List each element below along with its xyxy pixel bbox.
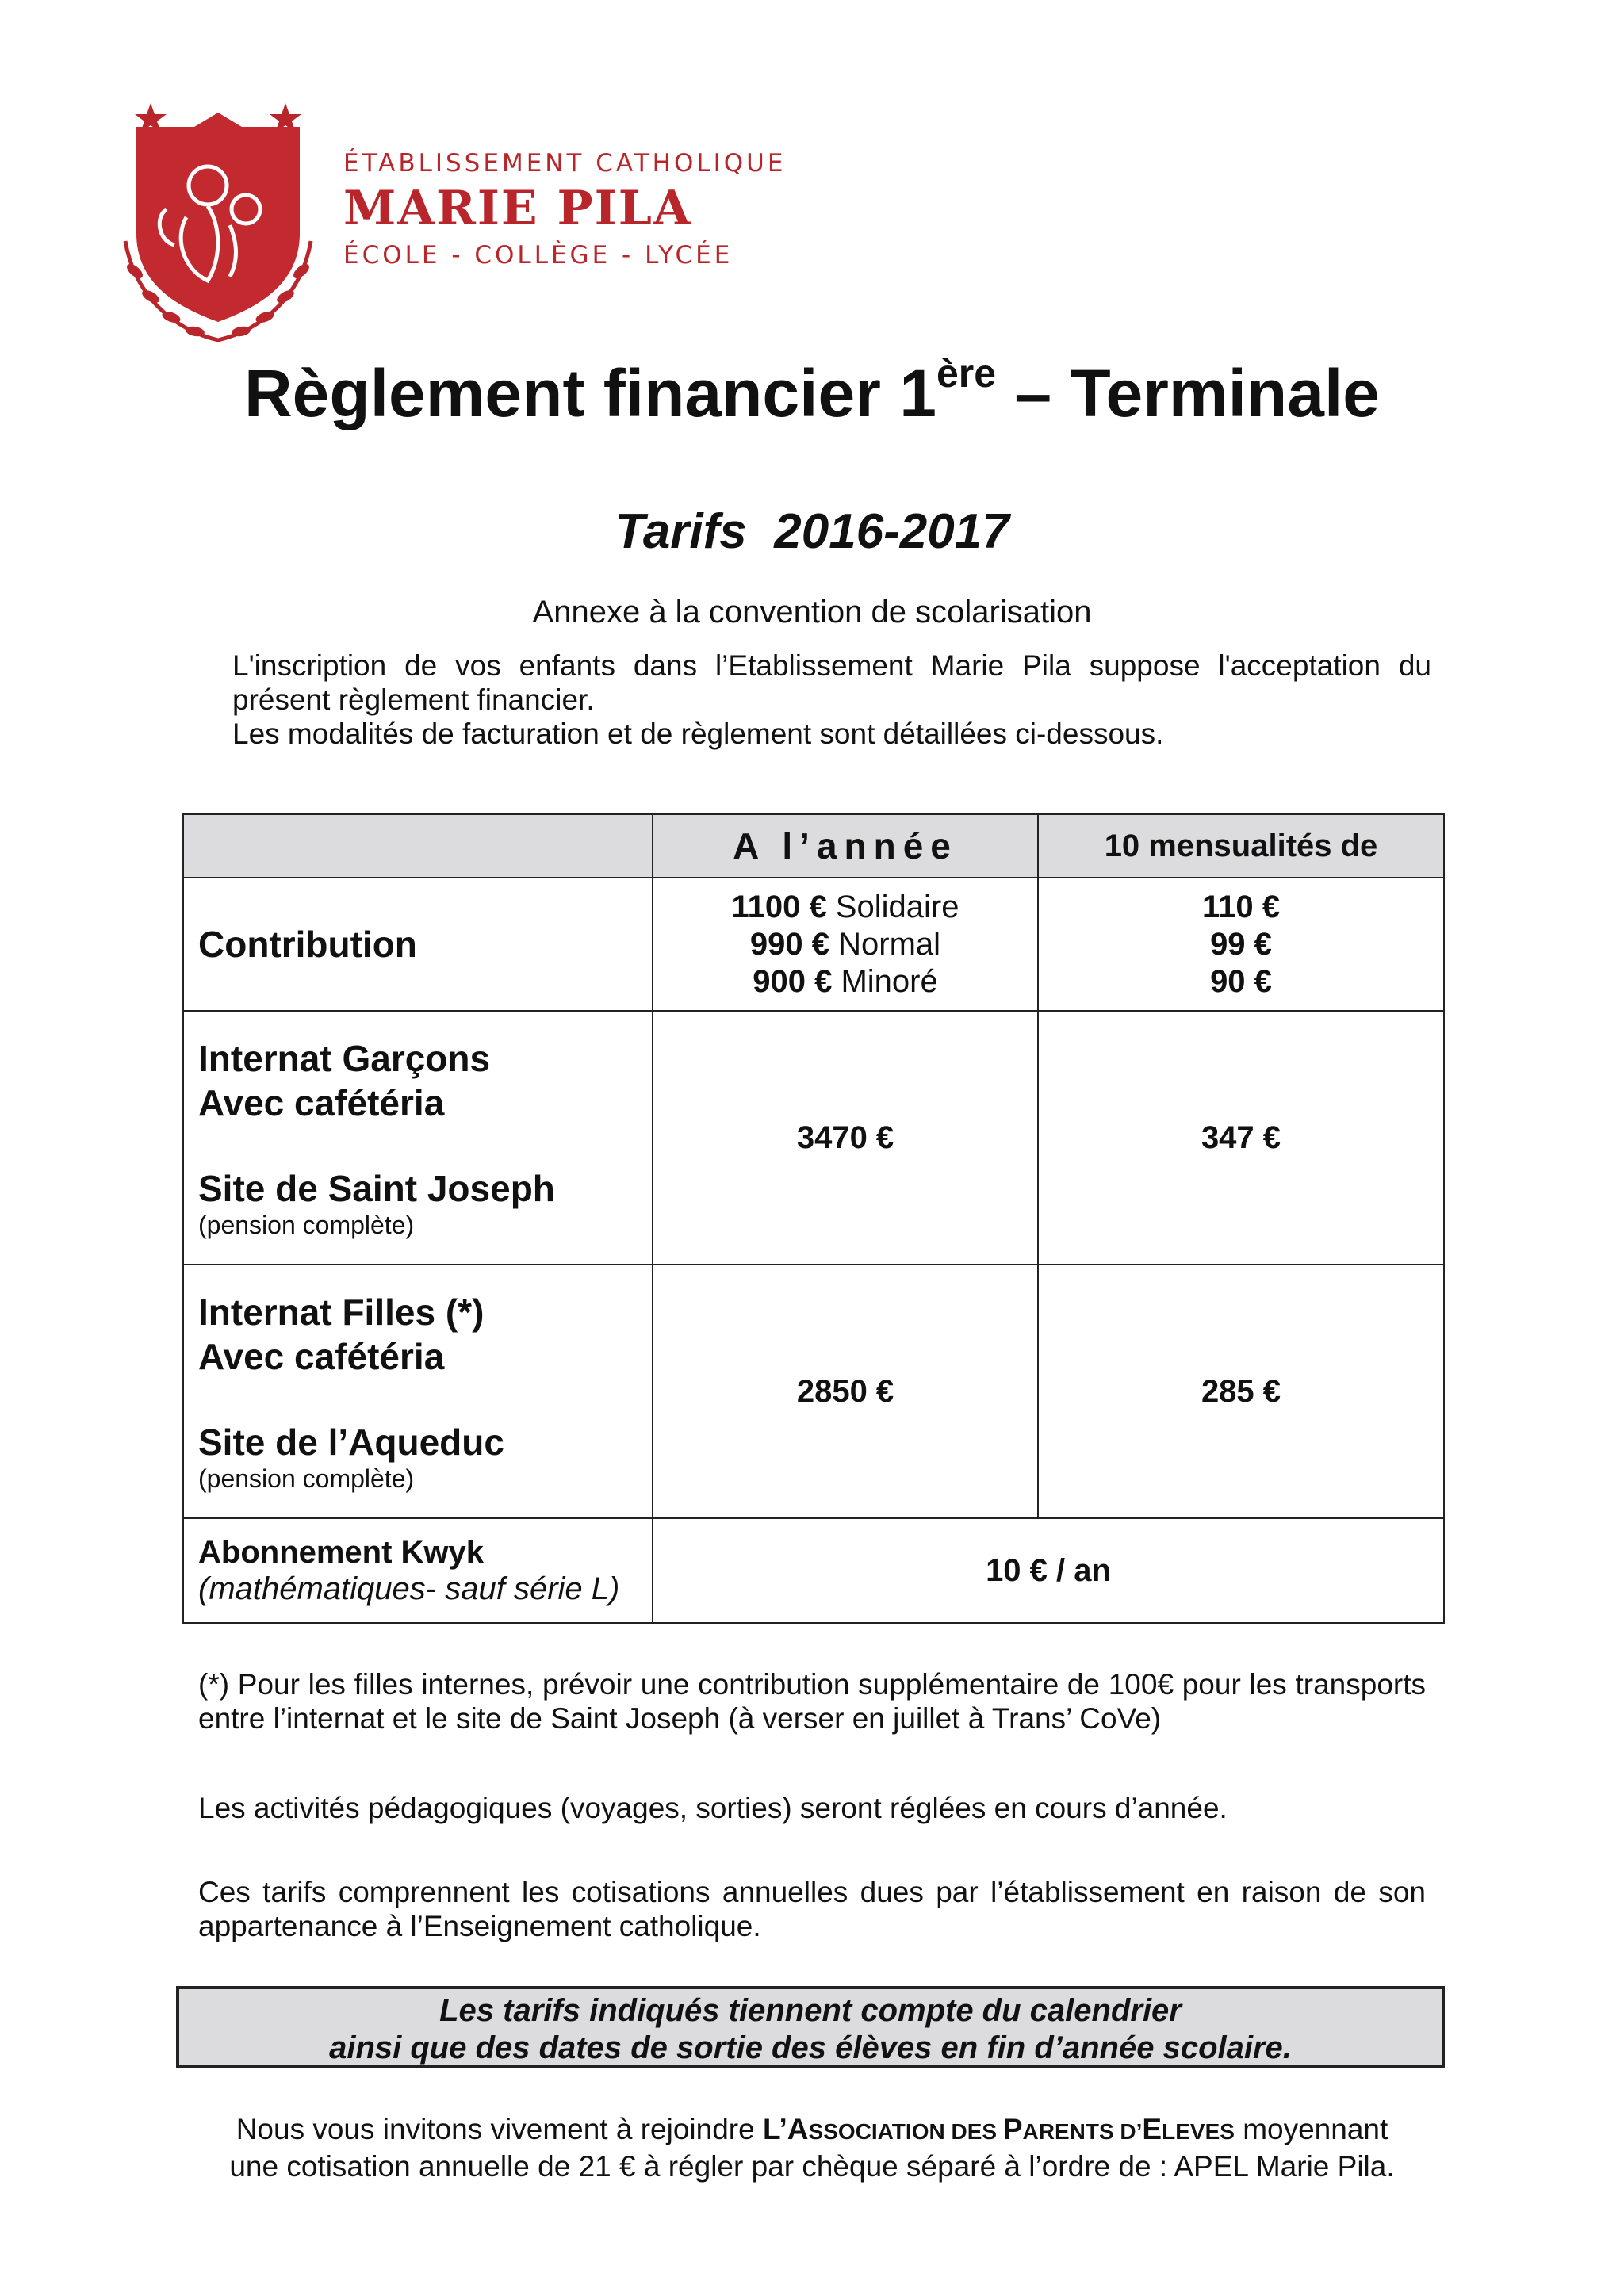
notice-line-1: Les tarifs indiqués tiennent compte du calendrier bbox=[439, 1993, 1182, 2028]
note-cotisations: Ces tarifs comprennent les cotisations annuelles dues par l’établissement en raison de son appartenance à l’Enseignement catholique. bbox=[198, 1876, 1426, 1942]
logo-line-1: ÉTABLISSEMENT CATHOLIQUE bbox=[343, 149, 787, 178]
internat-filles-label: Internat Filles (*) Avec cafétéria Site de l’Aqueduc (pension complète) bbox=[183, 1265, 653, 1518]
internat-filles-annual: 2850 € bbox=[653, 1265, 1038, 1518]
annex-line: Annexe à la convention de scolarisation bbox=[532, 595, 1092, 629]
table-row-kwyk bbox=[183, 1518, 1444, 1623]
note-filles: (*) Pour les filles internes, prévoir une contribution supplémentaire de 100€ pour les transports entre l’internat et le site de Saint Joseph (à verser en juillet à Trans’ CoVe) bbox=[198, 1668, 1426, 1735]
intro-line: Les modalités de facturation et de règlement sont détaillées ci-dessous. bbox=[232, 718, 1164, 750]
logo-line-3: ÉCOLE - COLLÈGE - LYCÉE bbox=[343, 241, 733, 270]
contribution-monthly: 110 € 99 € 90 € bbox=[1038, 878, 1444, 1011]
internat-garcons-label: Internat Garçons Avec cafétéria Site de Saint Joseph (pension complète) bbox=[183, 1011, 653, 1265]
table-row-internat-filles bbox=[183, 1265, 1444, 1518]
internat-garcons-monthly: 347 € bbox=[1038, 1011, 1444, 1265]
intro-paragraph bbox=[232, 649, 1431, 751]
kwyk-label: Abonnement Kwyk (mathématiques- sauf série L) bbox=[183, 1518, 653, 1623]
school-crest-logo bbox=[119, 98, 317, 352]
tariff-table bbox=[182, 813, 1445, 1624]
header-monthly: 10 mensualités de bbox=[1038, 814, 1444, 878]
kwyk-value: 10 € / an bbox=[653, 1518, 1444, 1623]
notice-box bbox=[176, 1986, 1445, 2068]
apel-invitation: Nous vous invitons vivement à rejoindre L’ASSOCIATION DES PARENTS D’ELEVES moyennant une cotisation annuelle de 21 € à régler par chèque séparé à l’ordre de : APEL Marie Pila. bbox=[229, 2113, 1395, 2183]
contribution-annual: 1100 € Solidaire 990 € Normal 900 € Minoré bbox=[653, 878, 1038, 1011]
school-name-logo bbox=[343, 149, 786, 270]
table-row-internat-garcons bbox=[183, 1011, 1444, 1265]
table-row-contribution bbox=[183, 878, 1444, 1011]
internat-garcons-annual: 3470 € bbox=[653, 1011, 1038, 1265]
page-title: Règlement financier 1ère – Terminale bbox=[244, 351, 1380, 430]
header-empty-cell bbox=[183, 814, 653, 878]
notice-line-2: ainsi que des dates de sortie des élèves en fin d’année scolaire. bbox=[329, 2030, 1292, 2065]
internat-filles-monthly: 285 € bbox=[1038, 1265, 1444, 1518]
intro-line: L'inscription de vos enfants dans l’Etablissement Marie Pila suppose l'acceptation du présent règlement financier. bbox=[232, 649, 1431, 716]
note-activites: Les activités pédagogiques (voyages, sorties) seront réglées en cours d’année. bbox=[198, 1792, 1228, 1824]
contribution-label: Contribution bbox=[183, 878, 653, 1011]
page-subtitle: Tarifs 2016-2017 bbox=[615, 504, 1009, 559]
table-header-row bbox=[183, 814, 1444, 878]
header-annual: A l’année bbox=[653, 814, 1038, 878]
logo-line-2: MARIE PILA bbox=[343, 181, 692, 236]
